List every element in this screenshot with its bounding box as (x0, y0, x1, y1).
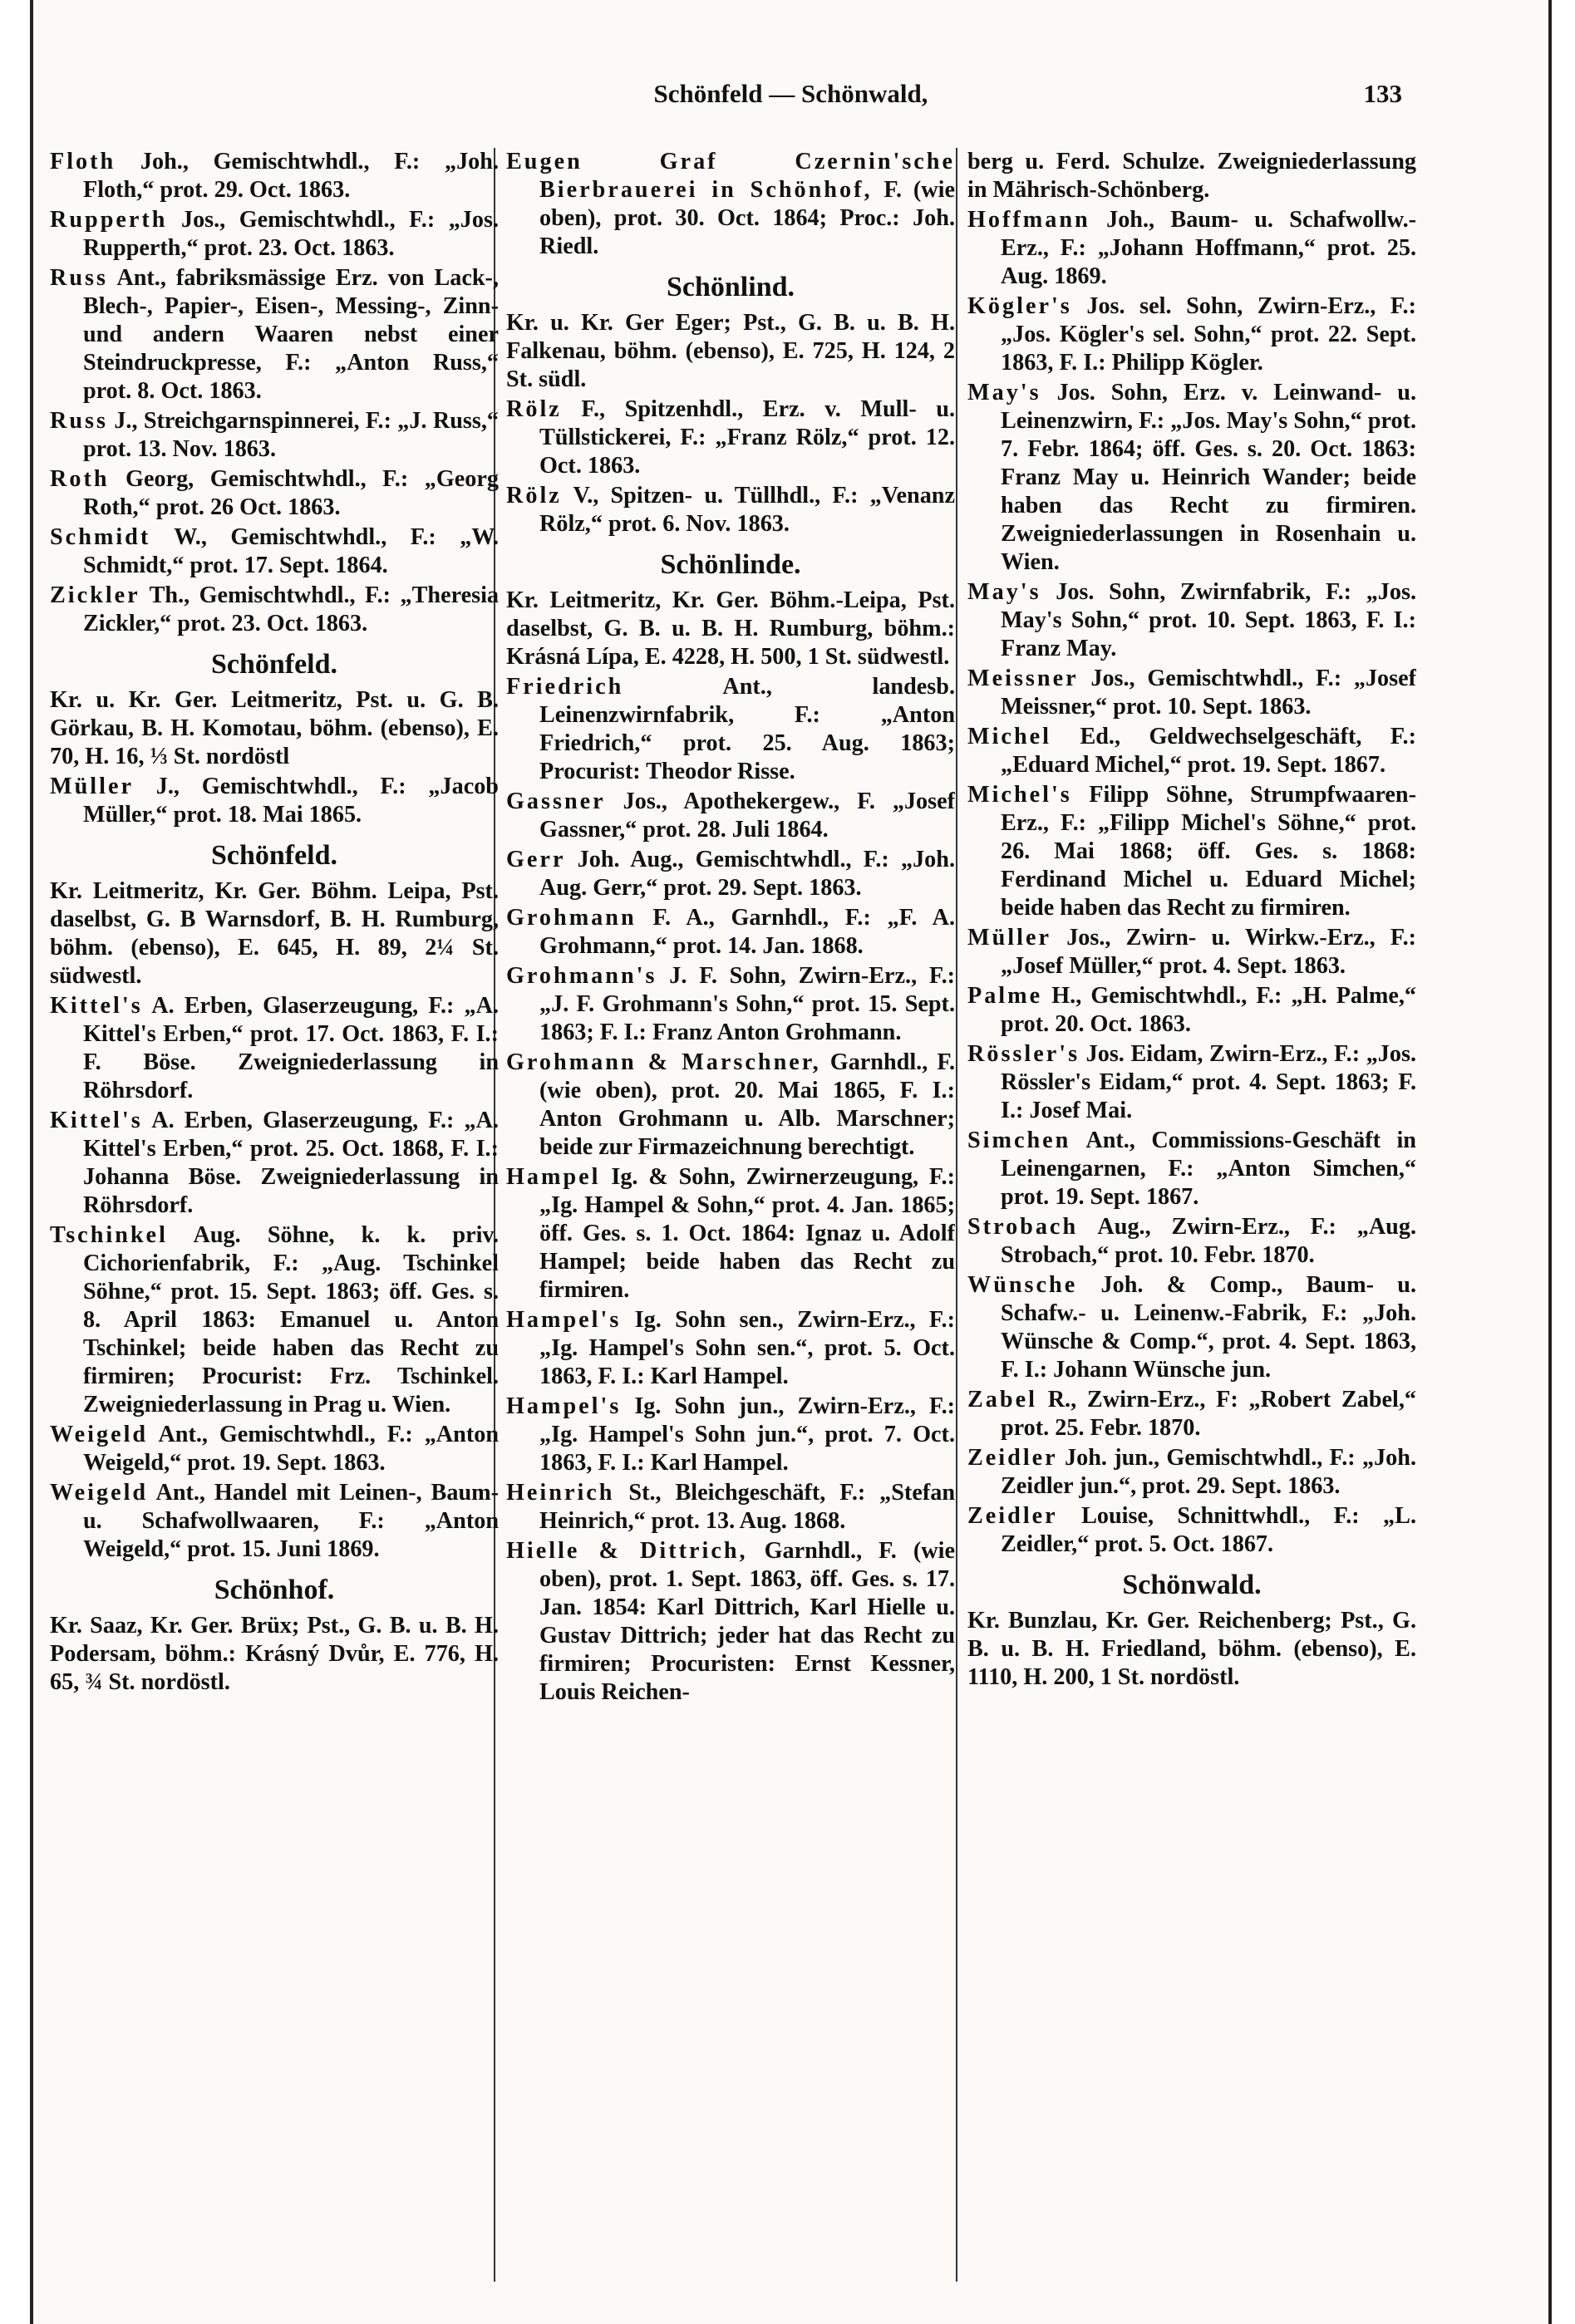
entry-name: Weigeld (50, 1422, 149, 1447)
register-entry (50, 1221, 499, 1419)
entry-name: Gassner (506, 789, 606, 814)
entry-name: Hampel (506, 1164, 601, 1190)
entry-details: Ed., Geldwechselgeschäft, F.: „Eduard Michel,“ prot. 19. Sept. 1867. (1001, 724, 1416, 778)
entry-details: Jos., Zwirn- u. Wirkw.-Erz., F.: „Josef Müller,“ prot. 4. Sept. 1863. (1001, 925, 1416, 979)
entry-details: J. F. Sohn, Zwirn-Erz., F.: „J. F. Grohmann's Sohn,“ prot. 15. Sept. 1863; F. I.: Franz Anton Grohmann. (539, 963, 955, 1045)
entry-name: Strobach (967, 1214, 1079, 1240)
register-entry (967, 1040, 1416, 1125)
entry-name: Müller (967, 925, 1051, 951)
register-entry (506, 904, 955, 961)
entry-name: Zeidler (967, 1503, 1058, 1529)
register-entry (967, 292, 1416, 377)
entry-details: Jos. Eidam, Zwirn-Erz., F.: „Jos. Rössler's Eidam,“ prot. 4. Sept. 1863; F. I.: Josef Mai. (1001, 1041, 1416, 1123)
entry-details: Filipp Söhne, Strumpfwaaren-Erz., F.: „Filipp Michel's Söhne,“ prot. 26. Mai 1868; öff. Ges. s. 1868: Ferdinand Michel u. Eduard Michel; beide haben das Recht zu firmiren. (1001, 782, 1416, 921)
register-entry (506, 788, 955, 844)
entry-details: St., Bleichgeschäft, F.: „Stefan Heinrich,“ prot. 13. Aug. 1868. (539, 1480, 955, 1534)
entry-details: Joh., Gemischtwhdl., F.: „Joh. Floth,“ prot. 29. Oct. 1863. (83, 149, 499, 203)
entry-details: F., Spitzenhdl., Erz. v. Mull- u. Tüllstickerei, F.: „Franz Rölz,“ prot. 12. Oct. 1863. (539, 396, 955, 479)
register-entry (506, 846, 955, 902)
entry-details: Ant., landesb. Leinenzwirnfabrik, F.: „Anton Friedrich,“ prot. 25. Aug. 1863; Procurist: Theodor Risse. (539, 674, 955, 784)
entry-name: Russ (50, 408, 108, 434)
entry-name: Hampel's (506, 1307, 622, 1333)
text-column-3 (967, 148, 1416, 2267)
entry-name: Kögler's (967, 293, 1072, 319)
entry-name: Kittel's (50, 1108, 143, 1133)
entry-name: Friedrich (506, 674, 624, 700)
register-entry (50, 206, 499, 263)
register-entry (967, 1127, 1416, 1211)
entry-name: Müller (50, 774, 134, 799)
text-column-2 (506, 148, 955, 2267)
place-heading: Schönlind. (666, 272, 795, 302)
entry-name: May's (967, 380, 1041, 405)
register-entry (506, 148, 955, 261)
entry-name: Heinrich (506, 1480, 615, 1506)
register-entry (506, 1393, 955, 1477)
page-number: 133 (1363, 79, 1402, 108)
register-entry (967, 1444, 1416, 1501)
register-entry (50, 992, 499, 1105)
running-header (33, 79, 1548, 120)
register-entry (506, 396, 955, 480)
entry-details: F. (wie oben), prot. 30. Oct. 1864; Proc.: Joh. Riedl. (539, 177, 955, 259)
register-entry (506, 1049, 955, 1162)
register-entry (506, 1163, 955, 1304)
register-entry (967, 1213, 1416, 1270)
register-entry (506, 962, 955, 1047)
entry-details: A. Erben, Glaserzeugung, F.: „A. Kittel's Erben,“ prot. 25. Oct. 1868, F. I.: Johanna Böse. Zweigniederlassung in Röhrsdorf. (83, 1108, 499, 1218)
entry-name: Hoffmann (967, 207, 1090, 233)
entry-name: Schmidt (50, 524, 151, 550)
register-entry (50, 407, 499, 464)
place-description: Kr. Leitmeritz, Kr. Ger. Böhm.-Leipa, Pst. daselbst, G. B. u. B. H. Rumburg, böhm.: Krásná Lípa, E. 4228, H. 500, 1 St. südwestl. (506, 587, 955, 670)
register-entry (967, 924, 1416, 980)
register-entry (967, 1502, 1416, 1559)
entry-name: Kittel's (50, 993, 143, 1019)
register-entry (967, 781, 1416, 922)
entry-details: Joh. jun., Gemischtwhdl., F.: „Joh. Zeidler jun.“, prot. 29. Sept. 1863. (1001, 1445, 1416, 1499)
entry-details: Georg, Gemischtwhdl., F.: „Georg Roth,“ prot. 26 Oct. 1863. (83, 466, 499, 520)
entry-details: Joh., Baum- u. Schafwollw.-Erz., F.: „Johann Hoffmann,“ prot. 25. Aug. 1869. (1001, 207, 1416, 289)
entry-name: Michel's (967, 782, 1072, 808)
book-page (30, 0, 1552, 2324)
entry-name: Michel (967, 724, 1051, 749)
entry-name: May's (967, 579, 1041, 605)
running-title: Schönfeld — Schönwald, (653, 79, 928, 108)
register-entry (967, 379, 1416, 577)
entry-details: Ant., fabriksmässige Erz. von Lack-, Blech-, Papier-, Eisen-, Messing-, Zinn- und andern Waaren nebst einer Steindruckpresse, F.: „Anton Russ,“ prot. 8. Oct. 1863. (83, 265, 499, 404)
entry-name: Rölz (506, 396, 562, 422)
entry-name: Wünsche (967, 1272, 1078, 1298)
entry-name: Russ (50, 265, 108, 291)
entry-name: Floth (50, 149, 116, 174)
register-entry (967, 206, 1416, 291)
entry-details: Th., Gemischtwhdl., F.: „Theresia Zickler,“ prot. 23. Oct. 1863. (83, 582, 499, 636)
entry-name: Zabel (967, 1387, 1037, 1413)
place-heading: Schönfeld. (210, 840, 338, 871)
register-entry (506, 1537, 955, 1707)
register-entry (967, 1386, 1416, 1442)
place-description: Kr. u. Kr. Ger Eger; Pst., G. B. u. B. H. Falkenau, böhm. (ebenso), E. 725, H. 124, 2 St. südl. (506, 310, 955, 392)
place-heading: Schönhof. (214, 1575, 335, 1605)
place-description: Kr. u. Kr. Ger. Leitmeritz, Pst. u. G. B. Görkau, B. H. Komotau, böhm. (ebenso), E. 70, H. 16, ⅓ St. nordöstl (50, 687, 499, 769)
entry-details: Ig. & Sohn, Zwirnerzeugung, F.: „Ig. Hampel & Sohn,“ prot. 4. Jan. 1865; öff. Ges. s. 1. Oct. 1864: Ignaz u. Adolf Hampel; beide haben das Recht zu firmiren. (539, 1164, 955, 1303)
entry-name: Rössler's (967, 1041, 1080, 1067)
entry-details: Joh. & Comp., Baum- u. Schafw.- u. Leinenw.-Fabrik, F.: „Joh. Wünsche & Comp.“, prot. 4. Sept. 1863, F. I.: Johann Wünsche jun. (1001, 1272, 1416, 1383)
register-entry (50, 1107, 499, 1220)
entry-name: Eugen Graf Czernin'sche Bierbrauerei in Schönhof, (506, 149, 955, 203)
text-column-1 (50, 148, 499, 2267)
entry-details: Aug., Zwirn-Erz., F.: „Aug. Strobach,“ prot. 10. Febr. 1870. (1001, 1214, 1416, 1268)
place-description: Kr. Saaz, Kr. Ger. Brüx; Pst., G. B. u. B. H. Podersam, böhm.: Krásný Dvůr, E. 776, H. 65, ¾ St. nordöstl. (50, 1613, 499, 1695)
entry-name: Hampel's (506, 1393, 622, 1419)
register-entry (967, 982, 1416, 1039)
register-entry (967, 665, 1416, 721)
entry-details: Ig. Sohn jun., Zwirn-Erz., F.: „Ig. Hampel's Sohn jun.“, prot. 7. Oct. 1863, F. I.: Karl Hampel. (539, 1393, 955, 1476)
place-heading: Schönfeld. (210, 649, 338, 680)
entry-name: Gerr (506, 847, 566, 872)
entry-name: Zeidler (967, 1445, 1058, 1471)
place-heading: Schönlinde. (660, 549, 801, 580)
register-entry (50, 1479, 499, 1564)
place-heading: Schönwald. (1122, 1570, 1262, 1600)
entry-details: Ant., Commissions-Geschäft in Leinengarnen, F.: „Anton Simchen,“ prot. 19. Sept. 1867. (1001, 1128, 1416, 1210)
entry-details: W., Gemischtwhdl., F.: „W. Schmidt,“ prot. 17. Sept. 1864. (83, 524, 499, 578)
entry-details: J., Gemischtwhdl., F.: „Jacob Müller,“ prot. 18. Mai 1865. (83, 774, 499, 828)
entry-name: Weigeld (50, 1480, 149, 1506)
register-entry (50, 148, 499, 204)
register-entry (50, 773, 499, 829)
entry-details: A. Erben, Glaserzeugung, F.: „A. Kittel's Erben,“ prot. 17. Oct. 1863, F. I.: F. Böse. Zweigniederlassung in Röhrsdorf. (83, 993, 499, 1103)
entry-details: Jos. Sohn, Erz. v. Leinwand- u. Leinenzwirn, F.: „Jos. May's Sohn,“ prot. 7. Febr. 1864; öff. Ges. s. 20. Oct. 1863: Franz May u. Heinrich Wander; beide haben das Recht zu firmiren. Zweigniederlassungen in Rosenhain u. Wien. (1001, 380, 1416, 575)
place-description: Kr. Leitmeritz, Kr. Ger. Böhm. Leipa, Pst. daselbst, G. B Warnsdorf, B. H. Rumburg, böhm. (ebenso), E. 645, H. 89, 2¼ St. südwestl. (50, 878, 499, 989)
entry-details: V., Spitzen- u. Tüllhdl., F.: „Venanz Rölz,“ prot. 6. Nov. 1863. (539, 483, 955, 537)
entry-details: Garnhdl., F. (wie oben), prot. 1. Sept. 1863, öff. Ges. s. 17. Jan. 1854: Karl Dittrich, Karl Hielle u. Gustav Dittrich; jeder hat das Recht zu firmiren; Procuristen: Ernst Kessner, Louis Reichen- (539, 1538, 955, 1705)
entry-details: H., Gemischtwhdl., F.: „H. Palme,“ prot. 20. Oct. 1863. (1001, 983, 1416, 1037)
entry-name: Zickler (50, 582, 140, 608)
entry-details: Jos. sel. Sohn, Zwirn-Erz., F.: „Jos. Kögler's sel. Sohn,“ prot. 22. Sept. 1863, F. I.: Philipp Kögler. (1001, 293, 1416, 376)
entry-details: Jos. Sohn, Zwirnfabrik, F.: „Jos. May's Sohn,“ prot. 10. Sept. 1863, F. I.: Franz May. (1001, 579, 1416, 661)
entry-details: Ig. Sohn sen., Zwirn-Erz., F.: „Ig. Hampel's Sohn sen.“, prot. 5. Oct. 1863, F. I.: Karl Hampel. (539, 1307, 955, 1389)
register-entry (967, 1271, 1416, 1384)
register-entry (50, 582, 499, 638)
place-description: Kr. Bunzlau, Kr. Ger. Reichenberg; Pst., G. B. u. B. H. Friedland, böhm. (ebenso), E. 1110, H. 200, 1 St. nordöstl. (967, 1608, 1416, 1690)
column-divider (956, 148, 957, 2282)
entry-details: F. A., Garnhdl., F.: „F. A. Grohmann,“ prot. 14. Jan. 1868. (539, 905, 955, 959)
entry-details: Louise, Schnittwhdl., F.: „L. Zeidler,“ prot. 5. Oct. 1867. (1001, 1503, 1416, 1557)
register-entry (506, 1306, 955, 1391)
entry-details: Jos., Apothekergew., F. „Josef Gassner,“ prot. 28. Juli 1864. (539, 789, 955, 843)
entry-details: Garnhdl., F. (wie oben), prot. 20. Mai 1865, F. I.: Anton Grohmann u. Alb. Marschner; beide zur Firmazeichnung berechtigt. (539, 1049, 955, 1160)
register-entry (967, 578, 1416, 663)
entry-name: Rupperth (50, 207, 168, 233)
register-entry (506, 482, 955, 538)
register-entry (506, 1479, 955, 1535)
entry-name: Grohmann (506, 905, 637, 931)
entry-name: Simchen (967, 1128, 1071, 1153)
register-entry (50, 523, 499, 580)
entry-name: Palme (967, 983, 1043, 1009)
entry-details: Joh. Aug., Gemischtwhdl., F.: „Joh. Aug. Gerr,“ prot. 29. Sept. 1863. (539, 847, 955, 901)
entry-name: Meissner (967, 666, 1079, 691)
entry-name: Hielle & Dittrich, (506, 1538, 748, 1564)
entry-name: Roth (50, 466, 110, 492)
entry-name: Grohmann's (506, 963, 657, 989)
entry-details: Aug. Söhne, k. k. priv. Cichorienfabrik, F.: „Aug. Tschinkel Söhne,“ prot. 15. Sept. 1863; öff. Ges. s. 8. April 1863: Emanuel u. Anton Tschinkel; beide haben das Recht zu firmiren; Procurist: Frz. Tschinkel. Zweigniederlassung in Prag u. Wien. (83, 1222, 499, 1417)
entry-details: Jos., Gemischtwhdl., F.: „Josef Meissner,“ prot. 10. Sept. 1863. (1001, 666, 1416, 720)
entry-details: J., Streichgarnspinnerei, F.: „J. Russ,“ prot. 13. Nov. 1863. (83, 408, 499, 462)
register-entry (50, 465, 499, 522)
register-entry (50, 264, 499, 405)
entry-name: Tschinkel (50, 1222, 168, 1248)
register-entry (50, 1421, 499, 1477)
entry-details: Ant., Gemischtwhdl., F.: „Anton Weigeld,“ prot. 19. Sept. 1863. (83, 1422, 499, 1476)
register-entry (506, 673, 955, 786)
place-description: berg u. Ferd. Schulze. Zweigniederlassung in Mährisch-Schönberg. (967, 149, 1416, 203)
entry-name: Grohmann & Marschner, (506, 1049, 821, 1075)
entry-details: Jos., Gemischtwhdl., F.: „Jos. Rupperth,“ prot. 23. Oct. 1863. (83, 207, 499, 261)
register-entry (967, 723, 1416, 779)
entry-name: Rölz (506, 483, 562, 509)
entry-details: Ant., Handel mit Leinen-, Baum- u. Schafwollwaaren, F.: „Anton Weigeld,“ prot. 15. Juni 1869. (83, 1480, 499, 1562)
entry-details: R., Zwirn-Erz., F: „Robert Zabel,“ prot. 25. Febr. 1870. (1001, 1387, 1416, 1441)
